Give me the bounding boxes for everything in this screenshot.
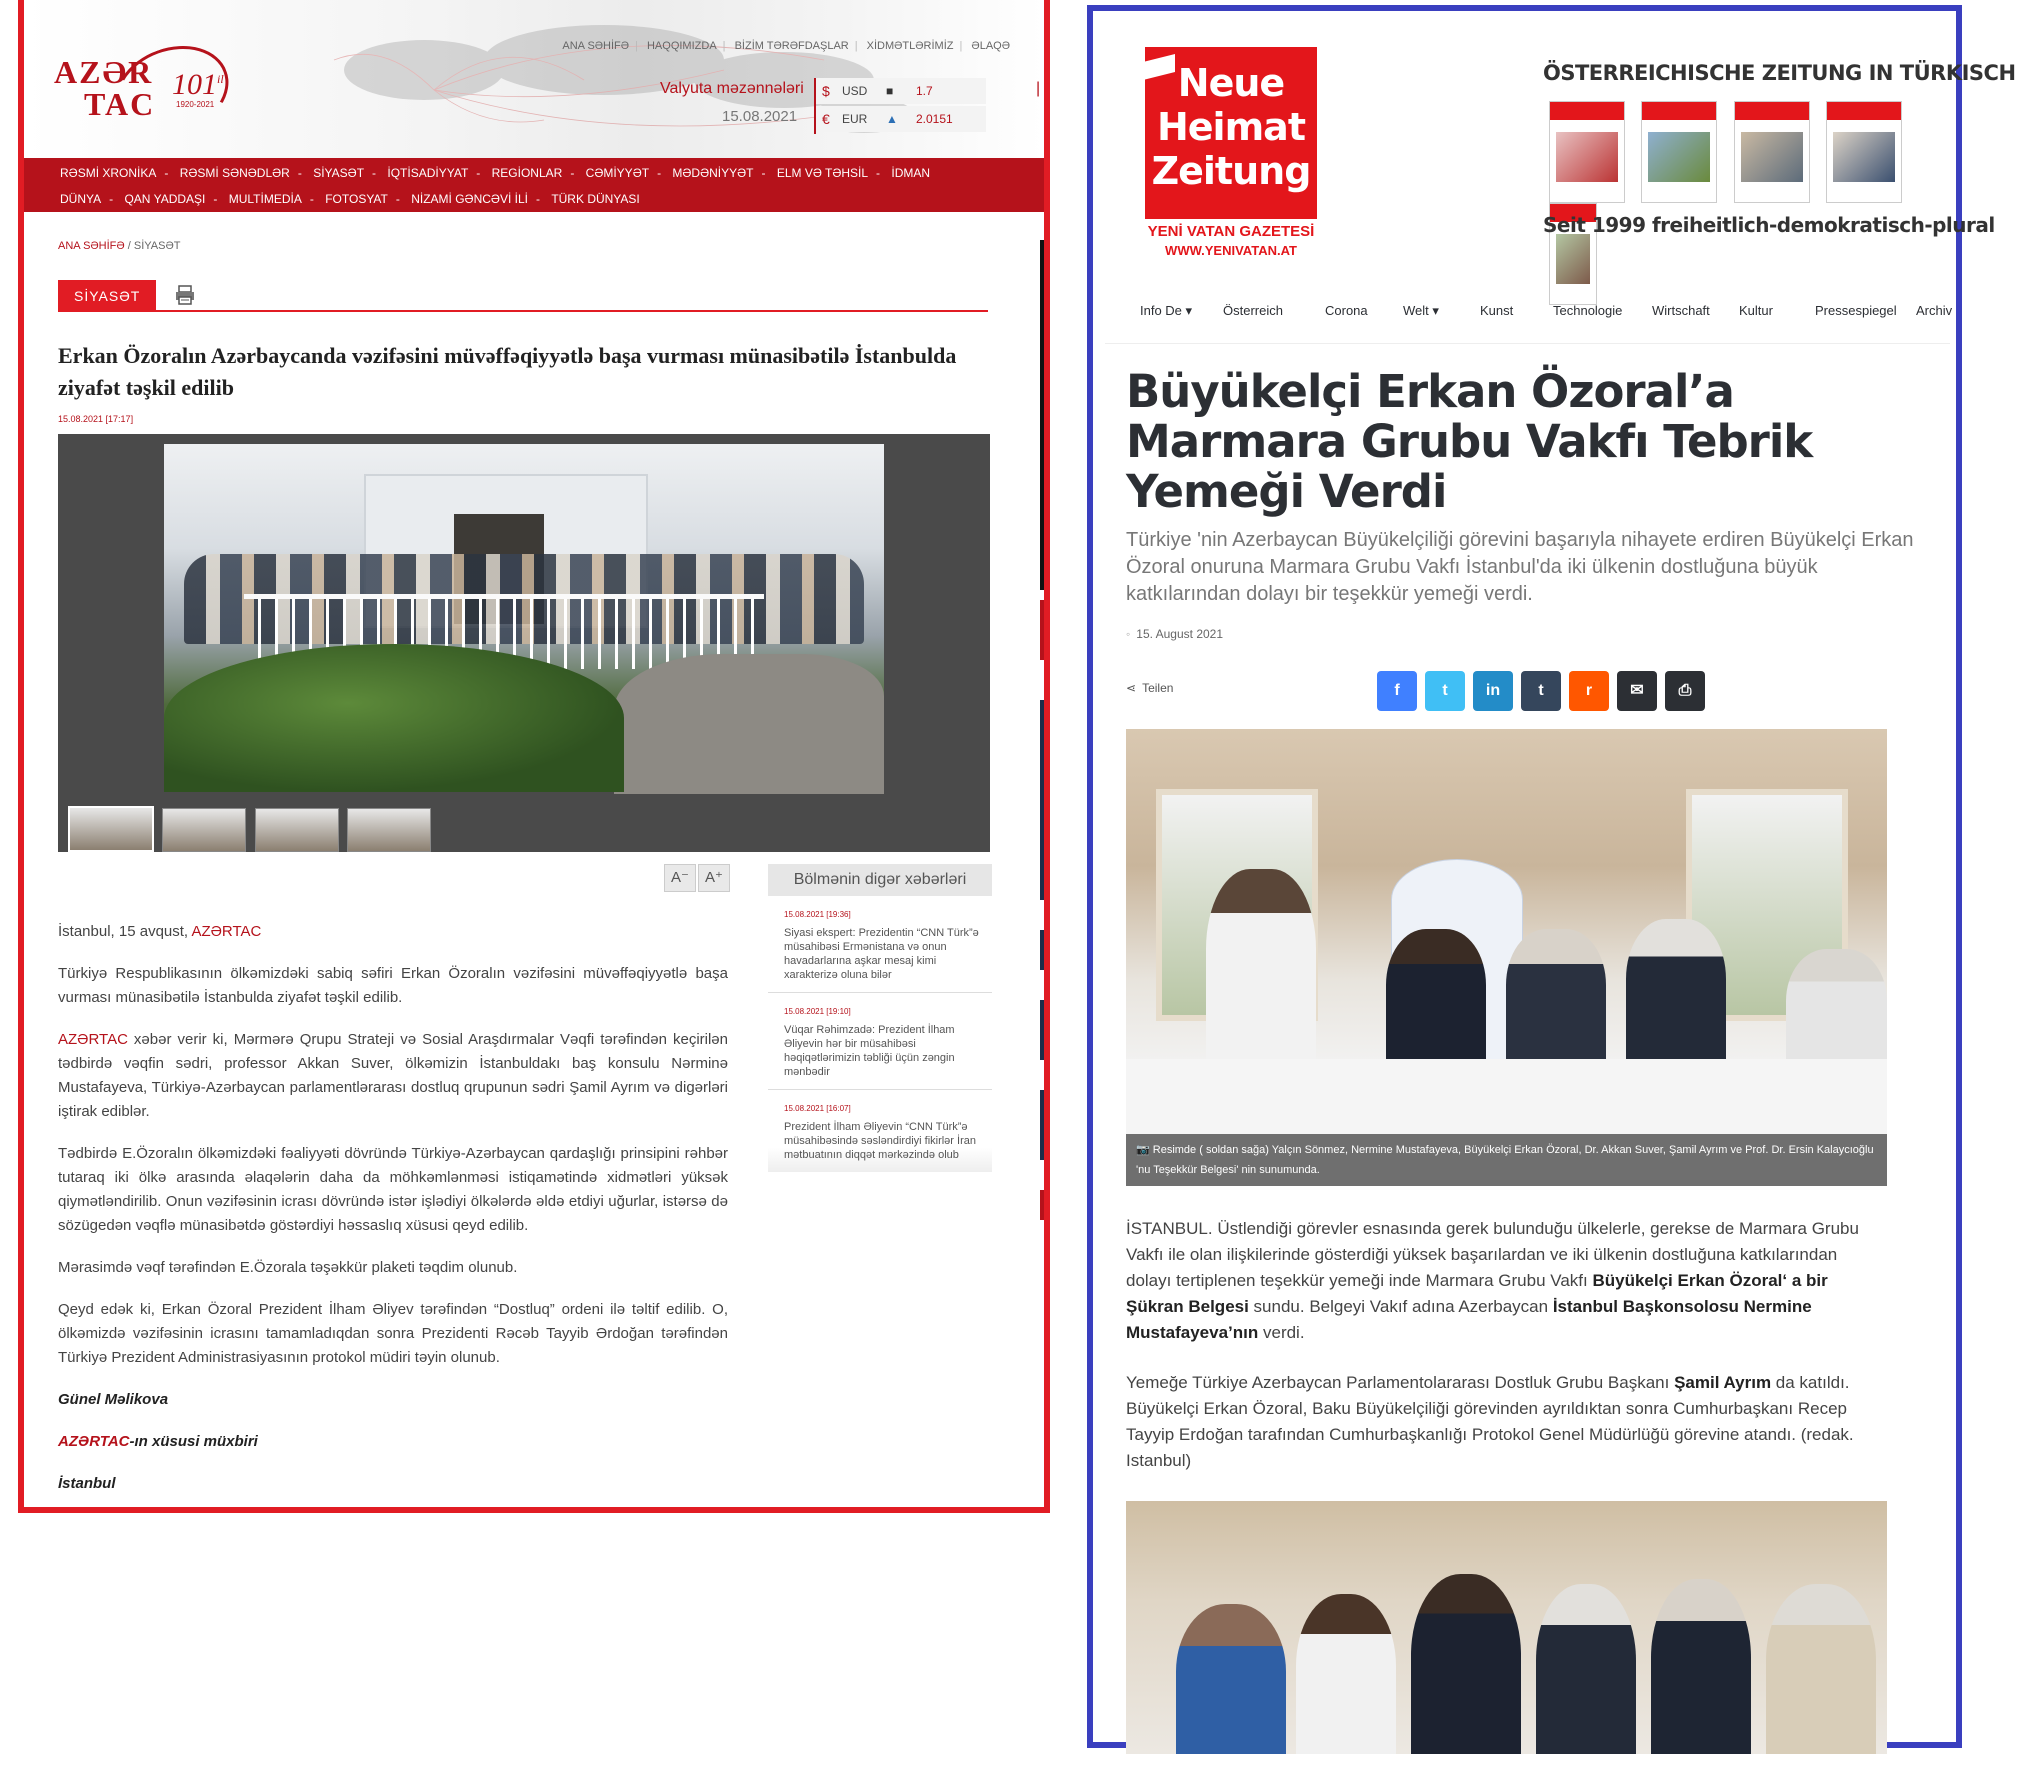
paragraph: Mərasimdə vəqf tərəfindən E.Özorala təşəkkür plaketi təqdim olunub. (58, 1259, 518, 1276)
gallery-thumbnails (68, 806, 435, 857)
author-name: Günel Məlikova (58, 1391, 169, 1408)
section-divider (58, 310, 988, 312)
main-nav-row2: DÜNYA - QAN YADDAŞI - MULTİMEDİA - FOTOSYAT - NİZAMİ GƏNCƏVİ İLİ - TÜRK DÜNYASI (60, 192, 640, 206)
related-news (768, 864, 992, 1172)
logo-url[interactable]: WWW.YENIVATAN.AT (1165, 243, 1297, 258)
breadcrumb: ANA SƏHİFƏ / SİYASƏT (58, 240, 181, 252)
nav-kunst[interactable]: Kunst (1480, 303, 1514, 318)
nav-qan-yaddasi[interactable]: QAN YADDAŞI (124, 192, 206, 206)
top-nav (1105, 283, 1953, 344)
currency-date: 15.08.2021 (722, 108, 798, 125)
print-share-button[interactable]: ⎙ (1665, 671, 1705, 711)
main-nav-row1: RƏSMİ XRONİKA - RƏSMİ SƏNƏDLƏR - SİYASƏT - İQTİSADİYYAT - REGİONLAR - CƏMİYYƏT - MƏDƏNİYYƏT - ELM VƏ TƏHSİL - İDMAN (60, 166, 931, 180)
azertac-panel (18, 0, 1050, 1513)
article-date: ◦ 15. August 2021 (1126, 627, 1224, 641)
nav-wirtschaft[interactable]: Wirtschaft (1652, 303, 1710, 318)
font-size-controls (664, 864, 732, 892)
nav-kultur[interactable]: Kultur (1739, 303, 1773, 318)
cover-thumbnail[interactable] (1549, 101, 1625, 203)
currency-label: Valyuta məzənnələri (660, 80, 804, 97)
logo-word: Neue (1177, 61, 1285, 105)
tumblr-share-button[interactable]: t (1521, 671, 1561, 711)
neue-heimat-panel (1087, 5, 2016, 1748)
article-date: 15.08.2021 [17:17] (58, 414, 134, 424)
cover-thumbnail[interactable] (1734, 101, 1810, 203)
top-link-about[interactable]: HAQQIMIZDA (646, 40, 717, 52)
nav-welt[interactable]: Welt ▾ (1403, 303, 1439, 318)
camera-icon: 📷 (1136, 1144, 1153, 1156)
dateline: İstanbul, 15 avqust, AZƏRTAC (58, 923, 262, 940)
related-news-item[interactable]: 15.08.2021 [16:07] Prezident İlham Əliyevin “CNN Türk”ə müsahibəsində səsləndirdiyi fikirlər İran mətbuatının diqqət mərkəzində olub (768, 1090, 992, 1172)
gallery-thumbnail[interactable] (255, 808, 339, 852)
share-icon: ⋖ (1126, 681, 1137, 695)
cover-thumbnail[interactable] (1641, 101, 1717, 203)
related-news-item[interactable]: 15.08.2021 [19:10] Vüqar Rəhimzadə: Prezident İlham Əliyevin hər bir müsahibəsi həqiqətlərimizin təbliği üçün zəngin mənbədir (768, 993, 992, 1090)
print-icon[interactable] (174, 284, 196, 306)
font-increase-button[interactable]: A⁺ (698, 864, 730, 892)
nav-multimedia[interactable]: MULTİMEDİA (228, 192, 302, 206)
font-decrease-button[interactable]: A⁻ (664, 864, 696, 892)
logo-word: Zeitung (1151, 149, 1311, 193)
site-header (24, 0, 1044, 158)
breadcrumb-home[interactable]: ANA SƏHİFƏ (58, 240, 125, 252)
twitter-share-button[interactable]: t (1425, 671, 1465, 711)
article-title: Büyükelçi Erkan Özoral’a Marmara Grubu Vakfı Tebrik Yemeği Verdi (1126, 365, 1813, 518)
up-arrow-icon: ▲ (886, 112, 898, 126)
linkedin-share-button[interactable]: in (1473, 671, 1513, 711)
nav-info-de[interactable]: Info De ▾ (1140, 303, 1193, 318)
currency-row-eur: € EUR ▲ 2.0151 (816, 106, 986, 132)
nav-oesterreich[interactable]: Österreich (1223, 303, 1283, 318)
related-news-heading: Bölmənin digər xəbərləri (768, 864, 992, 896)
nav-archiv[interactable]: Archiv (1916, 303, 1953, 318)
gallery-thumbnail[interactable] (162, 808, 246, 852)
nav-resmi-xronika[interactable]: RƏSMİ XRONİKA (60, 166, 157, 180)
email-share-button[interactable]: ✉ (1617, 671, 1657, 711)
logo-subtitle: YENİ VATAN GAZETESİ (1147, 223, 1315, 240)
nav-corona[interactable]: Corona (1325, 303, 1368, 318)
photo-gallery (58, 434, 990, 852)
reddit-share-button[interactable]: r (1569, 671, 1609, 711)
article-photo[interactable] (1126, 729, 1887, 1186)
share-buttons (1377, 671, 1713, 711)
main-photo[interactable] (164, 444, 884, 792)
photo-caption: 📷 Resimde ( soldan sağa) Yalçın Sönmez, Nermine Mustafayeva, Büyükelçi Erkan Özoral, Dr. Akkan Suver, Şamil Ayrım ve Prof. Dr. Ersin Kalaycıoğlu 'nu Teşekkür Belgesi' nin sunumunda. (1126, 1134, 1887, 1186)
main-nav (24, 158, 1044, 212)
top-links: ANA SƏHİFƏ | HAQQIMIZDA | BİZİM TƏRƏFDAŞLAR | XİDMƏTLƏRİMİZ | ƏLAQƏ (562, 40, 1010, 52)
newspaper-covers (1549, 101, 1956, 305)
logo-years: $101^{il}$ (172, 68, 224, 101)
paragraph: Türkiyə Respublikasının ölkəmizdəki sabiq səfiri Erkan Özoralın vəzifəsini müvəffəqiyyətlə başa vurması münasibətilə İstanbulda ziyafət təşkil edilib. (58, 965, 728, 1006)
logo-line1: AZƏR (54, 54, 154, 90)
currency-row-usd: $ USD ■ 1.7 (816, 78, 986, 104)
neutral-square-icon: ■ (886, 84, 894, 98)
nav-regionlar[interactable]: REGİONLAR (491, 166, 563, 180)
article-body (58, 920, 728, 1514)
nav-technologie[interactable]: Technologie (1553, 303, 1623, 318)
share-label: ⋖ Teilen (1126, 681, 1174, 695)
agency-link[interactable]: AZƏRTAC (58, 1031, 128, 1048)
nav-dunya[interactable]: DÜNYA (60, 192, 102, 206)
top-link-partners[interactable]: BİZİM TƏRƏFDAŞLAR (734, 40, 849, 52)
nav-medeniyyet[interactable]: MƏDƏNİYYƏT (672, 166, 754, 180)
logo-line2: TAC (84, 86, 156, 122)
author-role: AZƏRTAC-ın xüsusi müxbiri (58, 1433, 258, 1450)
nav-nizami-gencevi[interactable]: NİZAMİ GƏNCƏVİ İLİ (411, 192, 528, 206)
breadcrumb-current: SİYASƏT (133, 240, 181, 252)
nav-resmi-senedler[interactable]: RƏSMİ SƏNƏDLƏR (179, 166, 290, 180)
header-tagline: ÖSTERREICHISCHE ZEITUNG IN TÜRKISCH (1543, 61, 2016, 85)
author-location: İstanbul (58, 1475, 116, 1492)
nav-turk-dunyasi[interactable]: TÜRK DÜNYASI (551, 192, 640, 206)
top-link-home[interactable]: ANA SƏHİFƏ (562, 40, 630, 52)
nav-siyaset[interactable]: SİYASƏT (313, 166, 365, 180)
clock-icon: ◦ (1126, 627, 1131, 641)
nav-elm-ve-tehsil[interactable]: ELM VƏ TƏHSİL (776, 166, 869, 180)
article-lead: Türkiye 'nin Azerbaycan Büyükelçiliği görevini başarıyla nihayete erdiren Büyükelçi Erkan Özoral onuruna Marmara Grubu Vakfı İstanbul'da iki ülkenin dostluğuna büyük katkılarından dolayı bir teşekkür yemeği verdi. (1126, 529, 1914, 605)
paragraph: Qeyd edək ki, Erkan Özoral Prezident İlham Əliyev tərəfindən “Dostluq” ordeni ilə təltif edilib. O, ölkəmizdə vəzifəsinin icrasını tamamladıqdan sonra Prezidenti Rəcəb Tayyib Ərdoğan tərəfindən Türkiyə Prezident Administrasiyasının protokol müdiri təyin olunub. (58, 1301, 728, 1366)
top-link-contact[interactable]: ƏLAQƏ (971, 40, 1010, 52)
header-tagline-bottom: Seit 1999 freiheitlich-demokratisch-plural (1543, 213, 1995, 237)
paragraph: AZƏRTAC xəbər verir ki, Mərmərə Qrupu Strateji və Sosial Araşdırmalar Vəqfi tərəfindən keçirilən tədbirdə vəqfin sədri, professor Akkan Suver, ölkəmizin İstanbuldakı baş konsulu Nərminə Mustafayeva, Türkiyə-Azərbaycan parlamentlərarası dostluq qrupunun sədri Şamil Ayrım və digərləri iştirak ediblər. (58, 1031, 728, 1120)
header-edge-marker: | (1036, 80, 1041, 97)
cover-thumbnail[interactable] (1826, 101, 1902, 203)
currency-box (814, 78, 986, 134)
related-news-item[interactable]: 15.08.2021 [19:36] Siyasi ekspert: Prezidentin “CNN Türk”ə müsahibəsi Ermənistana və onun havadarlarına aşkar mesaj kimi xarakterizə oluna bilər (768, 896, 992, 993)
nav-iqtisadiyyat[interactable]: İQTİSADİYYAT (387, 166, 469, 180)
article-title: Erkan Özoralın Azərbaycanda vəzifəsini müvəffəqiyyətlə başa vurması münasibətilə İstanbulda ziyafət təşkil edilib (58, 343, 957, 400)
paragraph: Yemeğe Türkiye Azerbaycan Parlamentolararası Dostluk Grubu Başkanı Şamil Ayrım da katıldı. Büyükelçi Erkan Özoral, Baku Büyükelçiliği görevinden ayrıldıktan sonra Cumhurbaşkanı Recep Tayyip Erdoğan tarafından Cumhurbaşkanlığı Protokol Genel Müdürlüğü görevine atandı. (redak. Istanbul) (1126, 1373, 1854, 1470)
section-tag[interactable]: SİYASƏT (58, 280, 156, 312)
gallery-thumbnail[interactable] (68, 806, 154, 852)
nav-cemiyyet[interactable]: CƏMİYYƏT (585, 166, 650, 180)
article-body (1126, 1216, 1886, 1498)
nav-pressespiegel[interactable]: Pressespiegel (1815, 303, 1897, 318)
paragraph: Tədbirdə E.Özoralın ölkəmizdəki fəaliyyəti dövründə Türkiyə-Azərbaycan qardaşlığı prinsipini rəhbər tutaraq iki ölkə arasında əlaqələrin daha da möhkəmlənməsi istiqamətində xidmətləri yüksək qiymətləndirilib. Onun vəzifəsinin icrası dövründə istər işlədiyi ölkələrdə əldə etdiyi uğurlar, istərsə də sözügedən vəqflə münasibətdə göstərdiyi həssaslıq xüsusi qeyd edilib. (58, 1145, 728, 1234)
article-photo-2[interactable] (1126, 1501, 1887, 1754)
paragraph: İSTANBUL. Üstlendiği görevler esnasında gerek bulunduğu ülkelerle, gerekse de Marmara Grubu Vakfı ile olan ilişkilerinde gösterdiği yüksek başarılardan ve iki ülkenin dostluğuna katkılarından dolayı tertiplenen teşekkür yemeği inde Marmara Grubu Vakfı Büyükelçi Erkan Özoral‘ a bir Şükran Belgesi sundu. Belgeyi Vakıf adına Azerbaycan İstanbul Başkonsolosu Nermine Mustafayeva’nın verdi. (1126, 1219, 1859, 1342)
logo-word: Heimat (1156, 105, 1305, 149)
logo-years-range: 1920-2021 (176, 100, 215, 109)
azertac-logo[interactable] (54, 48, 234, 128)
top-link-services[interactable]: XİDMƏTLƏRİMİZ (866, 40, 954, 52)
facebook-share-button[interactable]: f (1377, 671, 1417, 711)
nav-idman[interactable]: İDMAN (891, 166, 931, 180)
gallery-thumbnail[interactable] (347, 808, 431, 852)
agency-link[interactable]: AZƏRTAC (191, 923, 262, 940)
nav-fotosyat[interactable]: FOTOSYAT (325, 192, 388, 206)
